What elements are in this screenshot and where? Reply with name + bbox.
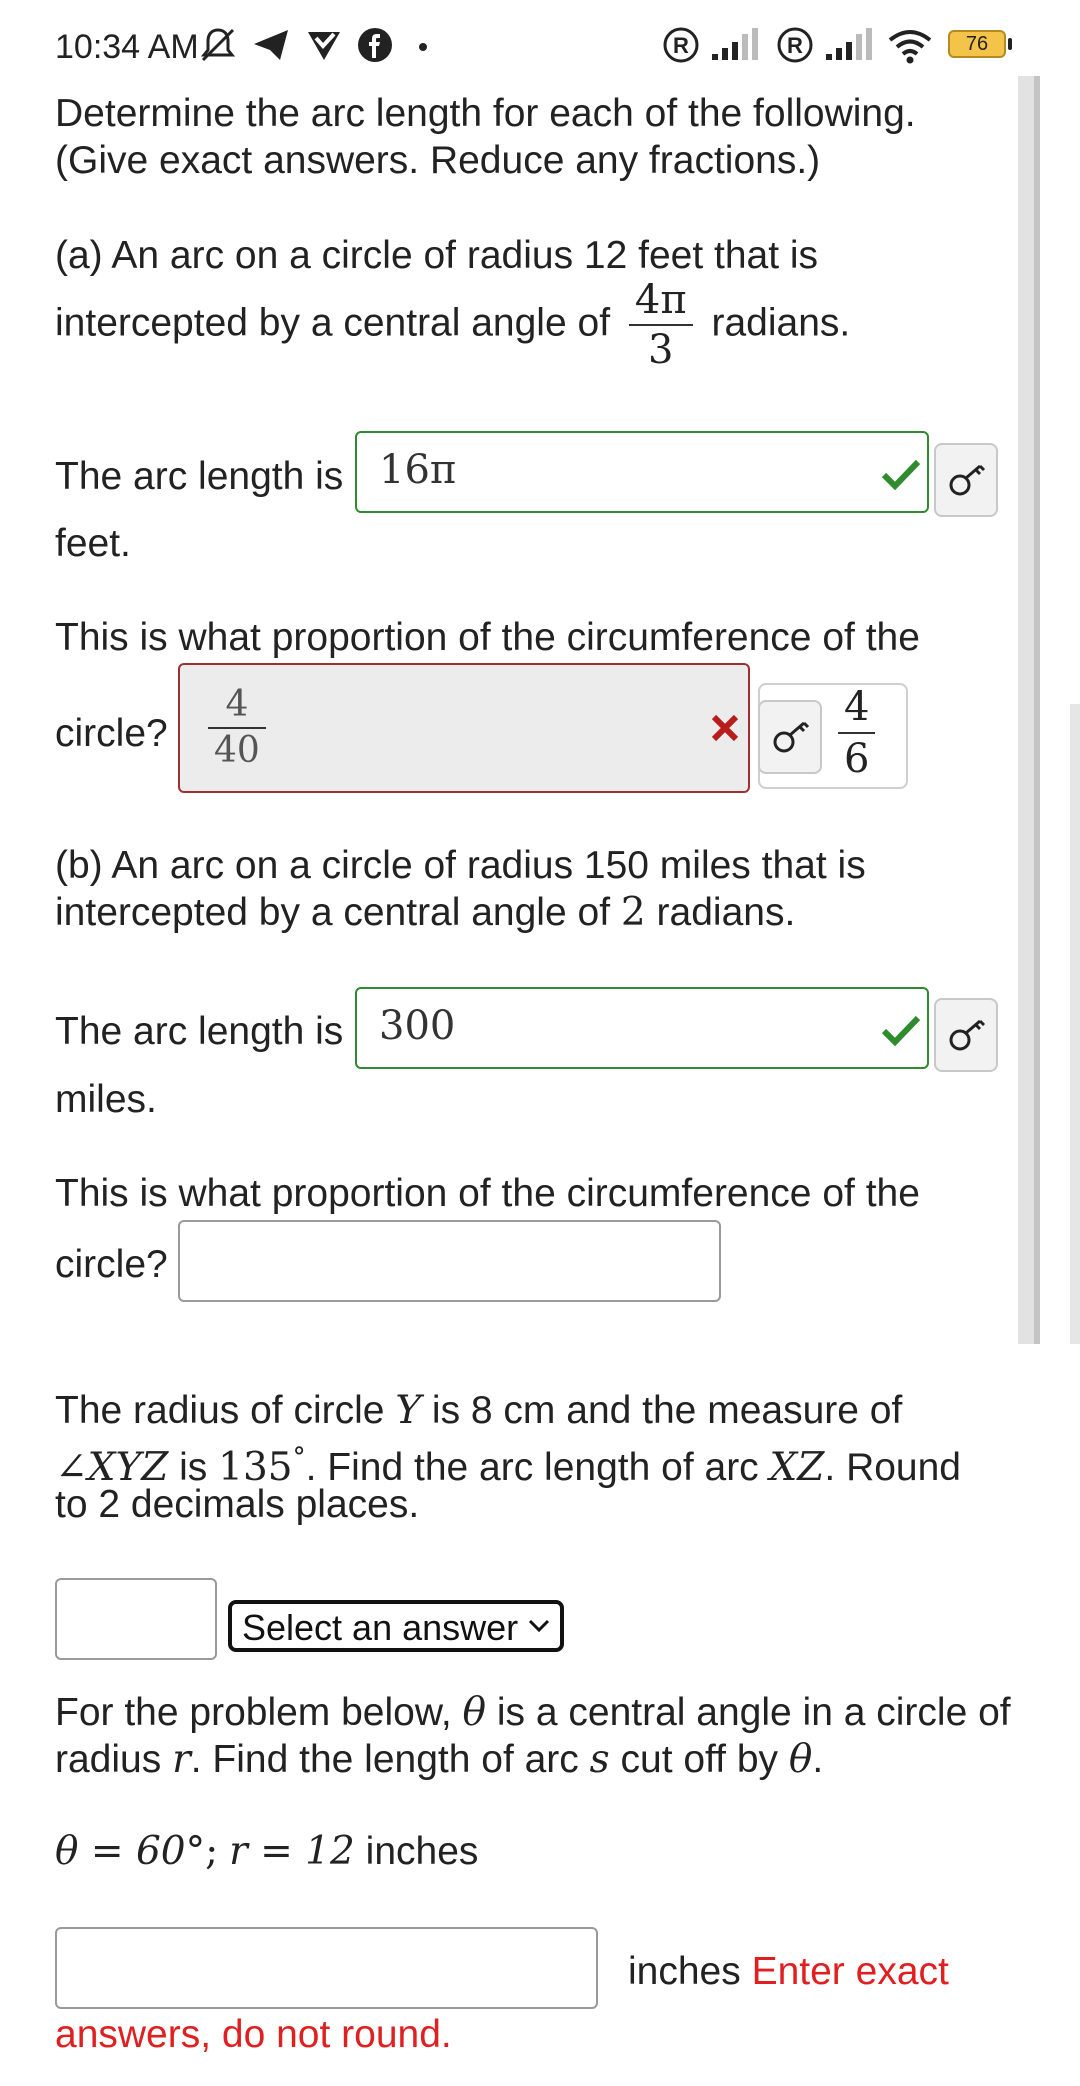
part-b-arc-answer-input[interactable] <box>355 987 929 1069</box>
part-a-arc-unit: feet. <box>55 522 131 565</box>
degree-symbol: ° <box>292 1443 306 1473</box>
select-label: Select an answer <box>242 1607 519 1648</box>
signal-icon <box>710 26 762 64</box>
part-a-line-1: (a) An arc on a circle of radius 12 feet that is <box>55 234 819 277</box>
battery-icon <box>948 30 1006 58</box>
page-scrollbar[interactable] <box>1070 704 1080 1344</box>
part-a-intercepted-text: intercepted by a central angle of <box>55 301 611 345</box>
instructions-line-2: (Give exact answers. Reduce any fractions.) <box>55 139 821 182</box>
answer-key-button[interactable] <box>934 443 998 517</box>
q3-unit: inches <box>628 1950 741 1993</box>
instructions-line-1: Determine the arc length for each of the following. <box>55 92 916 135</box>
q2-line-3: to 2 decimals places. <box>55 1483 420 1526</box>
correct-answer-fraction <box>838 682 875 784</box>
given-separator: ; <box>205 1829 219 1874</box>
q3-answer-input[interactable] <box>55 1927 598 2009</box>
angle-symbol: ∠XYZ <box>55 1445 169 1490</box>
q3-text: is a central angle in a circle of <box>496 1691 1011 1734</box>
checkmark-icon <box>881 1013 921 1047</box>
part-a-arc-label: The arc length is <box>55 455 344 498</box>
check-shield-icon <box>304 26 344 64</box>
theta-variable: θ <box>788 1737 813 1782</box>
mute-icon <box>200 26 236 64</box>
part-a-line-2 <box>55 276 850 386</box>
key-icon <box>936 1000 996 1070</box>
q2-text: is 8 cm and the measure of <box>431 1389 903 1432</box>
q2-answer-input[interactable] <box>55 1578 217 1660</box>
unit-select[interactable] <box>228 1600 564 1652</box>
given-r: r = 12 <box>229 1829 355 1874</box>
theta-variable: θ <box>462 1690 487 1735</box>
key-icon <box>936 445 996 515</box>
battery-level: 76 <box>965 33 989 55</box>
q3-text: . <box>812 1738 824 1781</box>
q2-is: is <box>179 1446 208 1489</box>
arc-answer-value: 300 <box>379 1003 456 1049</box>
arc-variable: XZ <box>769 1445 825 1490</box>
part-a-proportion-input[interactable] <box>178 663 750 793</box>
incorrect-x-icon <box>710 713 740 743</box>
svg-text:R: R <box>673 33 689 58</box>
registered-icon <box>776 26 814 64</box>
key-icon <box>760 702 820 772</box>
dot-icon <box>418 42 428 52</box>
svg-text:R: R <box>787 33 803 58</box>
registered-icon <box>662 26 700 64</box>
q2-text: . Find the arc length of arc <box>305 1446 759 1489</box>
q2-round: . Round <box>824 1446 962 1489</box>
hint-text: Enter exact <box>751 1950 949 1993</box>
q3-text: cut off by <box>620 1738 779 1781</box>
q3-given-values <box>55 1828 478 1876</box>
part-b-line-1: (b) An arc on a circle of radius 150 miles that is <box>55 844 866 887</box>
part-b-angle: 2 <box>620 890 646 935</box>
hint-text-continued: answers, do not round. <box>55 2013 452 2056</box>
part-a-arc-answer-input[interactable] <box>355 431 929 513</box>
part-b-proportion-question: This is what proportion of the circumference of the <box>55 1172 920 1215</box>
q3-text: For the problem below, <box>55 1691 452 1734</box>
angle-fraction <box>629 276 693 374</box>
fraction-numerator: 4π <box>634 277 687 323</box>
answer-key-button[interactable] <box>758 700 822 774</box>
status-time: 10:34 AM <box>55 28 199 66</box>
part-b-intercepted-text: intercepted by a central angle of <box>55 891 611 934</box>
q3-text: radius <box>55 1738 162 1781</box>
facebook-icon <box>356 26 394 64</box>
q3-line-2 <box>55 1736 823 1784</box>
proportion-fraction <box>208 683 266 773</box>
fraction-numerator: 4 <box>844 684 870 730</box>
fraction-denominator: 6 <box>838 732 875 784</box>
wifi-icon <box>886 26 934 66</box>
battery-tip <box>1008 38 1012 50</box>
telegram-icon <box>252 26 292 64</box>
fraction-numerator: 4 <box>225 684 249 725</box>
angle-value: 135 <box>218 1445 293 1490</box>
s-variable: s <box>589 1737 610 1782</box>
circle-variable: Y <box>395 1388 422 1433</box>
fraction-denominator: 40 <box>208 727 266 773</box>
fraction-denominator: 3 <box>629 324 693 374</box>
given-theta: θ = 60° <box>55 1829 206 1874</box>
arc-answer-value: 16π <box>379 447 457 493</box>
r-variable: r <box>172 1737 191 1782</box>
q3-line-1 <box>55 1689 1011 1737</box>
given-unit: inches <box>365 1830 479 1873</box>
status-bar <box>0 0 1080 96</box>
part-b-radians-text: radians. <box>656 891 796 934</box>
part-b-arc-label: The arc length is <box>55 1010 344 1053</box>
checkmark-icon <box>881 457 921 491</box>
part-a-radians-text: radians. <box>711 301 851 345</box>
part-b-circle-label: circle? <box>55 1243 168 1286</box>
part-a-circle-label: circle? <box>55 712 168 755</box>
signal-icon <box>824 26 876 64</box>
chevron-down-icon <box>528 1618 550 1634</box>
part-b-proportion-input[interactable] <box>178 1220 721 1302</box>
q2-line-1 <box>55 1387 902 1435</box>
q3-unit-and-hint <box>628 1948 949 1996</box>
q2-text: The radius of circle <box>55 1389 385 1432</box>
part-b-line-2 <box>55 889 795 937</box>
answer-key-button[interactable] <box>934 998 998 1072</box>
part-b-arc-unit: miles. <box>55 1078 157 1121</box>
part-a-proportion-question: This is what proportion of the circumference of the <box>55 616 920 659</box>
scrollbar-thumb[interactable] <box>1034 76 1040 1344</box>
q3-text: . Find the length of arc <box>190 1738 579 1781</box>
